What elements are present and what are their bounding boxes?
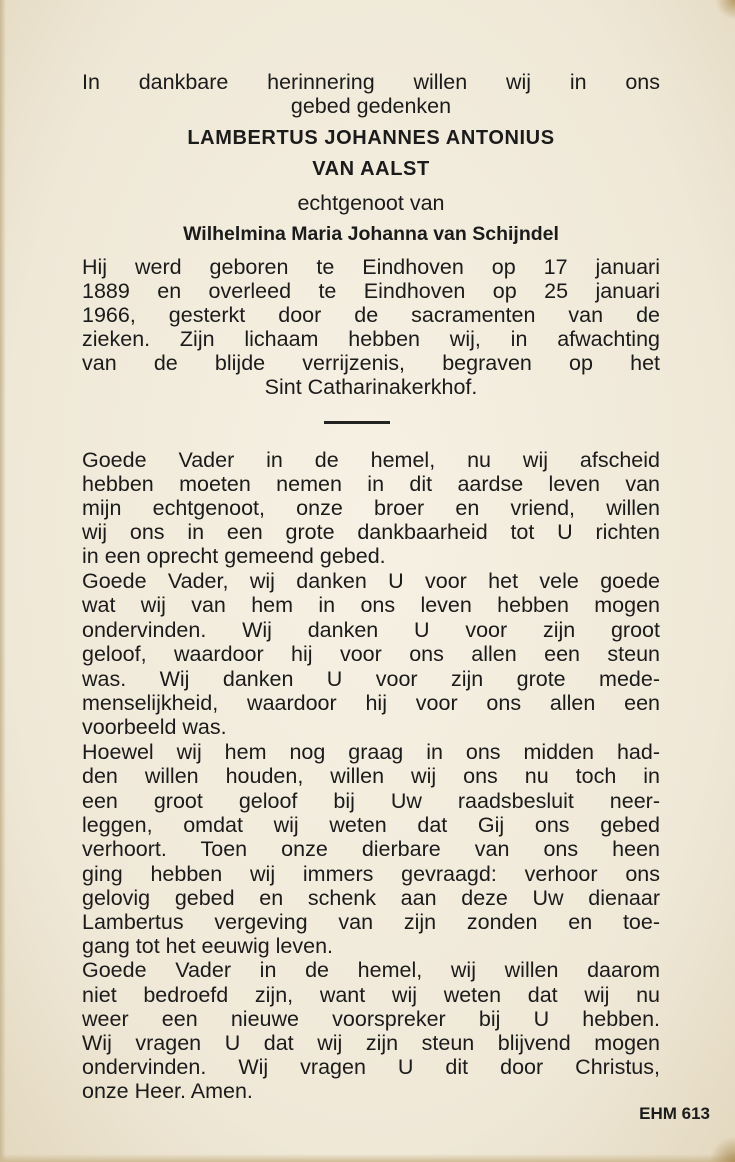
prayer-line: gelovig gebed en schenk aan deze Uw dienaar [82, 886, 660, 910]
prayer-line: ondervinden. Wij vragen U dit door Christus, [82, 1055, 660, 1079]
prayer-line: niet bedroefd zijn, want wij weten dat wij nu [82, 983, 660, 1007]
deceased-name-line-2: VAN AALST [312, 158, 430, 180]
prayer-line: in een oprecht gemeend gebed. [82, 544, 386, 568]
prayer-line: leggen, omdat wij weten dat Gij ons gebed [82, 813, 660, 837]
prayer-line: den willen houden, willen wij ons nu toch in [82, 764, 660, 788]
prayer-line: menselijkheid, waardoor hij voor ons allen een [82, 691, 660, 715]
deceased-name-line-1: LAMBERTUS JOHANNES ANTONIUS [187, 127, 555, 149]
relation-text: echtgenoot van [297, 191, 445, 215]
prayer-line: Hoewel wij hem nog graag in ons midden had- [82, 740, 660, 764]
prayer-line: geloof, waardoor hij voor ons allen een steun [82, 642, 660, 666]
card-edge-shadow-bottom [0, 1154, 735, 1162]
prayer-line: hebben moeten nemen in dit aardse leven van [82, 472, 660, 496]
prayer-line: weer een nieuwe voorspreker bij U hebben. [82, 1007, 660, 1031]
intro-line-1: In dankbare herinnering willen wij in ons [82, 70, 660, 94]
card-corner-wear [715, 0, 735, 20]
bio-line: zieken. Zijn lichaam hebben wij, in afwachting [82, 327, 660, 351]
bio-line: Sint Catharinakerkhof. [264, 375, 478, 399]
prayer-line: verhoort. Toen onze dierbare van ons heen [82, 837, 660, 861]
card-edge-shadow [0, 0, 6, 1162]
prayer-line: onze Heer. Amen. [82, 1079, 253, 1103]
prayer-line: was. Wij danken U voor zijn grote mede- [82, 667, 660, 691]
prayer-line: Goede Vader, wij danken U voor het vele goede [82, 569, 660, 593]
prayer-line: ging hebben wij immers gevraagd: verhoor ons [82, 862, 660, 886]
card-code: EHM 613 [639, 1104, 710, 1123]
bio-line: 1889 en overleed te Eindhoven op 25 januari [82, 279, 660, 303]
prayer-line: mijn echtgenoot, onze broer en vriend, willen [82, 496, 660, 520]
section-divider [324, 421, 390, 424]
prayer-line: Goede Vader in de hemel, nu wij afscheid [82, 448, 660, 472]
prayer-line: voorbeeld was. [82, 715, 227, 739]
prayer-line: ondervinden. Wij danken U voor zijn groot [82, 618, 660, 642]
prayer-line: een groot geloof bij Uw raadsbesluit neer- [82, 789, 660, 813]
card-corner-wear-bottom [709, 1136, 735, 1162]
prayer-line: wij ons in een grote dankbaarheid tot U richten [82, 520, 660, 544]
bio-line: 1966, gesterkt door de sacramenten van de [82, 303, 660, 327]
intro-line-2: gebed gedenken [290, 94, 452, 118]
prayer-line: Wij vragen U dat wij zijn steun blijvend mogen [82, 1031, 660, 1055]
bio-line: van de blijde verrijzenis, begraven op het [82, 351, 660, 375]
prayer-line: Goede Vader in de hemel, wij willen daarom [82, 958, 660, 982]
spouse-name: Wilhelmina Maria Johanna van Schijndel [183, 223, 559, 245]
prayer-line: gang tot het eeuwig leven. [82, 934, 334, 958]
bio-line: Hij werd geboren te Eindhoven op 17 januari [82, 255, 660, 279]
prayer-line: Lambertus vergeving van zijn zonden en toe- [82, 910, 660, 934]
prayer-line: wat wij van hem in ons leven hebben mogen [82, 593, 660, 617]
